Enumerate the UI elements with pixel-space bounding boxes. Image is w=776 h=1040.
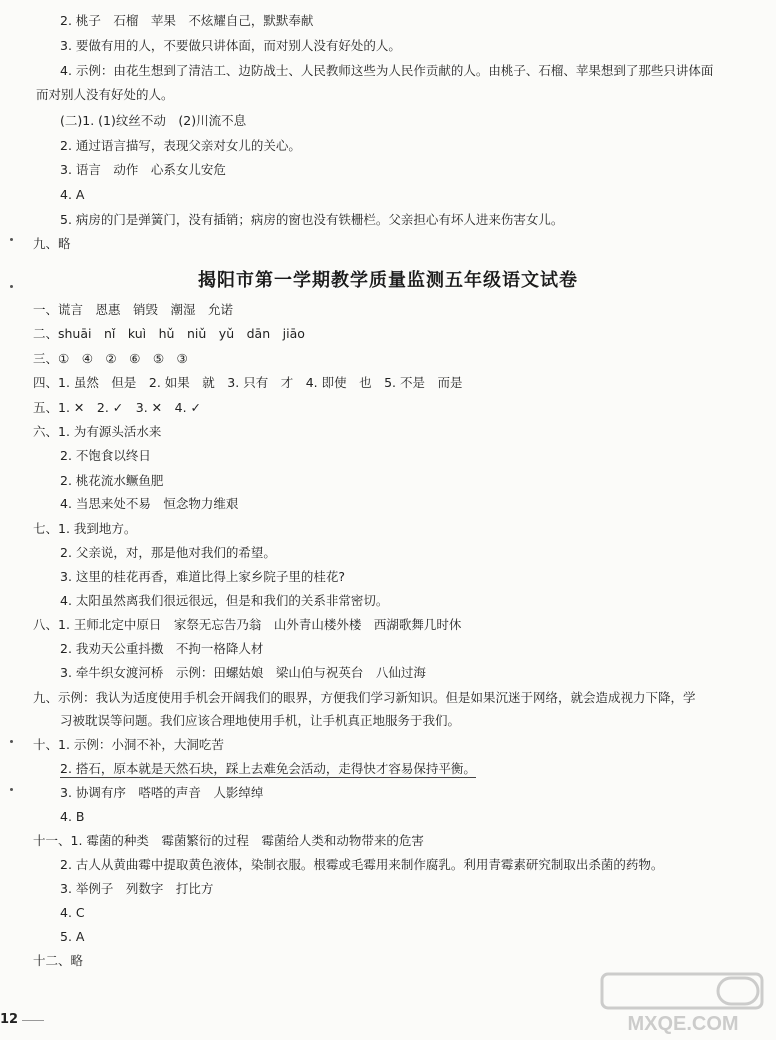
- answer-line: 十一、1. 霉菌的种类 霉菌繁衍的过程 霉菌给人类和动物带来的危害: [33, 833, 424, 848]
- answer-line: 4. B: [60, 809, 85, 824]
- margin-dot: [10, 788, 13, 791]
- watermark-logo: [598, 972, 768, 1036]
- answer-line: 2. 父亲说，对，那是他对我们的希望。: [60, 545, 276, 560]
- answer-line: 八、1. 王师北定中原日 家祭无忘告乃翁 山外青山楼外楼 西湖歌舞几时休: [33, 617, 462, 632]
- answer-line: 3. 协调有序 嗒嗒的声音 人影绰绰: [60, 785, 264, 800]
- answer-line: 十、1. 示例：小洞不补，大洞吃苦: [33, 737, 224, 752]
- answer-line: 九、示例：我认为适度使用手机会开阔我们的眼界，方便我们学习新知识。但是如果沉迷于网络，就会造成视力下降，学: [33, 690, 696, 705]
- answer-line: 5. A: [60, 929, 85, 944]
- answer-line: 3. 举例子 列数字 打比方: [60, 881, 214, 896]
- answer-line: 4. 示例：由花生想到了清洁工、边防战士、人民教师这些为人民作贡献的人。由桃子、石榴、苹果想到了那些只讲体面: [60, 63, 714, 78]
- margin-dot: [10, 285, 13, 288]
- answer-line: 一、谎言 恩惠 销毁 潮湿 允诺: [33, 302, 234, 317]
- answer-line: 而对别人没有好处的人。: [36, 87, 174, 102]
- answer-line: 2. 不饱食以终日: [60, 448, 151, 463]
- answer-line: 二、shuāi nǐ kuì hǔ niǔ yǔ dān jiāo: [33, 326, 305, 341]
- answer-line: 4. C: [60, 905, 85, 920]
- answer-line: 4. A: [60, 187, 85, 202]
- answer-line: 3. 语言 动作 心系女儿安危: [60, 162, 226, 177]
- answer-line: 九、略: [33, 236, 71, 251]
- page-number: 12: [0, 1012, 19, 1027]
- watermark-text: MXQE.COM: [627, 1013, 739, 1035]
- answer-line: 七、1. 我到地方。: [33, 521, 137, 536]
- answer-line: 2. 桃子 石榴 苹果 不炫耀自己，默默奉献: [60, 13, 314, 28]
- answer-line: 2. 通过语言描写，表现父亲对女儿的关心。: [60, 138, 301, 153]
- answer-line: 三、① ④ ② ⑥ ⑤ ③: [33, 351, 188, 366]
- answer-line: 3. 要做有用的人，不要做只讲体面，而对别人没有好处的人。: [60, 38, 401, 53]
- answer-line: 2. 我劝天公重抖擞 不拘一格降人材: [60, 641, 264, 656]
- margin-dot: [10, 238, 13, 241]
- answer-line: 2. 古人从黄曲霉中提取黄色液体，染制衣服。根霉或毛霉用来制作腐乳。利用青霉素研究制取出杀菌的药物。: [60, 857, 664, 872]
- answer-line: 五、1. ✕ 2. ✓ 3. ✕ 4. ✓: [33, 400, 201, 415]
- footer-rule: [22, 1020, 44, 1021]
- answer-line: 2. 桃花流水鳜鱼肥: [60, 473, 164, 488]
- answer-line: 3. 牵牛织女渡河桥 示例：田螺姑娘 梁山伯与祝英台 八仙过海: [60, 665, 426, 680]
- answer-line: 习被耽误等问题。我们应该合理地使用手机，让手机真正地服务于我们。: [60, 713, 461, 728]
- margin-dot: [10, 740, 13, 743]
- exam-title: 揭阳市第一学期教学质量监测五年级语文试卷: [198, 270, 578, 291]
- answer-line: 3. 这里的桂花再香，难道比得上家乡院子里的桂花?: [60, 569, 346, 584]
- answer-line: 四、1. 虽然 但是 2. 如果 就 3. 只有 才 4. 即使 也 5. 不是 而是: [33, 375, 463, 390]
- answer-line: 六、1. 为有源头活水来: [33, 424, 162, 439]
- answer-line: 4. 当思来处不易 恒念物力维艰: [60, 496, 239, 511]
- answer-line: 十二、略: [33, 953, 84, 968]
- answer-line: 4. 太阳虽然离我们很远很远，但是和我们的关系非常密切。: [60, 593, 389, 608]
- answer-line: (二)1. (1)纹丝不动 (2)川流不息: [60, 113, 247, 128]
- answer-line-underlined: 2. 搭石，原本就是天然石块，踩上去难免会活动，走得快才容易保持平衡。: [60, 761, 476, 776]
- answer-line: 5. 病房的门是弹簧门，没有插销；病房的窗也没有铁栅栏。父亲担心有坏人进来伤害女儿。: [60, 212, 564, 227]
